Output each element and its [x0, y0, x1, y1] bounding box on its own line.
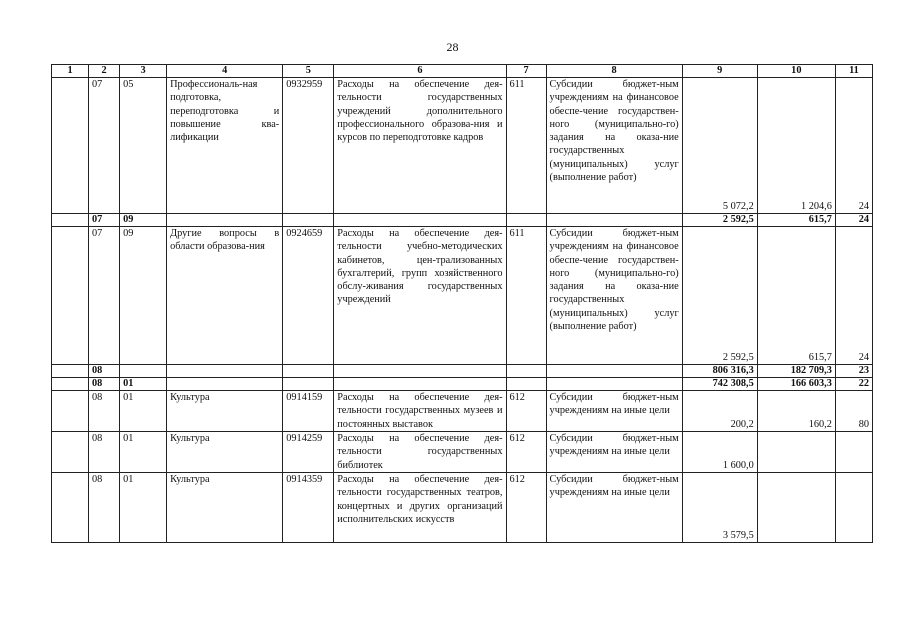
- row-number-cell: [52, 473, 89, 543]
- section-code-cell: 07: [89, 227, 120, 365]
- subtotal-row: [52, 214, 873, 227]
- column-header: 3: [120, 65, 167, 78]
- target-item-name-cell: Расходы на обеспечение дея-тельности государственных театров, концертных и других организаций исполнительских искусств: [334, 473, 506, 543]
- subsection-code-cell: [120, 365, 167, 378]
- subsection-code-cell: 01: [120, 391, 167, 432]
- amount-cell: [757, 473, 835, 543]
- column-header: 4: [167, 65, 283, 78]
- column-header: 11: [835, 65, 872, 78]
- percent-cell: [835, 432, 872, 473]
- row-number-cell: [52, 227, 89, 365]
- percent-cell: 22: [835, 378, 872, 391]
- amount-cell: 742 308,5: [682, 378, 757, 391]
- subsection-name-cell: Профессиональ-ная подготовка, переподготовка и повышение ква-лификации: [167, 78, 283, 214]
- target-item-name-cell: Расходы на обеспечение дея-тельности учебно-методических кабинетов, цен-трализованных бухгалтерий, групп хозяйственного обслу-живания государственных учреждений: [334, 227, 506, 365]
- column-header: 1: [52, 65, 89, 78]
- expense-type-cell: 612: [506, 432, 546, 473]
- target-item-cell: 0914259: [283, 432, 334, 473]
- table-row: [52, 391, 873, 432]
- target-item-cell: [283, 365, 334, 378]
- section-code-cell: 08: [89, 391, 120, 432]
- percent-cell: 24: [835, 227, 872, 365]
- percent-cell: [835, 473, 872, 543]
- column-header: 5: [283, 65, 334, 78]
- section-code-cell: 08: [89, 378, 120, 391]
- amount-cell: 3 579,5: [682, 473, 757, 543]
- row-number-cell: [52, 214, 89, 227]
- target-item-name-cell: [334, 214, 506, 227]
- expense-type-cell: 611: [506, 78, 546, 214]
- expense-type-name-cell: Субсидии бюджет-ным учреждениям на финансовое обеспе-чение государствен-ного (муниципально-го) задания на оказа-ние государственных (муниципальных) услуг (выполнение работ): [546, 78, 682, 214]
- section-code-cell: 08: [89, 473, 120, 543]
- amount-cell: [757, 432, 835, 473]
- target-item-name-cell: [334, 365, 506, 378]
- target-item-name-cell: Расходы на обеспечение дея-тельности государственных учреждений дополнительного профессионального образова-ния и курсов по переподготовке кадров: [334, 78, 506, 214]
- percent-cell: 80: [835, 391, 872, 432]
- expense-type-name-cell: Субсидии бюджет-ным учреждениям на финансовое обеспе-чение государствен-ного (муниципально-го) задания на оказа-ние государственных (муниципальных) услуг (выполнение работ): [546, 227, 682, 365]
- budget-table: [51, 64, 873, 543]
- subsection-code-cell: 09: [120, 214, 167, 227]
- column-header: 7: [506, 65, 546, 78]
- table-row: [52, 227, 873, 365]
- amount-cell: 615,7: [757, 214, 835, 227]
- section-code-cell: 07: [89, 214, 120, 227]
- amount-cell: 200,2: [682, 391, 757, 432]
- subsection-code-cell: 09: [120, 227, 167, 365]
- subsection-code-cell: 05: [120, 78, 167, 214]
- subsection-name-cell: Культура: [167, 391, 283, 432]
- column-header: 6: [334, 65, 506, 78]
- subsection-name-cell: Культура: [167, 473, 283, 543]
- target-item-cell: 0914359: [283, 473, 334, 543]
- amount-cell: 160,2: [757, 391, 835, 432]
- expense-type-name-cell: Субсидии бюджет-ным учреждениям на иные цели: [546, 391, 682, 432]
- amount-cell: 1 600,0: [682, 432, 757, 473]
- expense-type-name-cell: [546, 365, 682, 378]
- subsection-name-cell: [167, 378, 283, 391]
- amount-cell: 2 592,5: [682, 227, 757, 365]
- amount-cell: 166 603,3: [757, 378, 835, 391]
- target-item-cell: [283, 214, 334, 227]
- subsection-name-cell: Другие вопросы в области образова-ния: [167, 227, 283, 365]
- target-item-name-cell: Расходы на обеспечение дея-тельности государственных библиотек: [334, 432, 506, 473]
- percent-cell: 24: [835, 214, 872, 227]
- subsection-name-cell: [167, 365, 283, 378]
- amount-cell: 182 709,3: [757, 365, 835, 378]
- expense-type-cell: 612: [506, 473, 546, 543]
- target-item-cell: [283, 378, 334, 391]
- section-code-cell: 07: [89, 78, 120, 214]
- target-item-name-cell: [334, 378, 506, 391]
- target-item-cell: 0924659: [283, 227, 334, 365]
- expense-type-cell: [506, 378, 546, 391]
- row-number-cell: [52, 391, 89, 432]
- amount-cell: 1 204,6: [757, 78, 835, 214]
- expense-type-name-cell: [546, 214, 682, 227]
- row-number-cell: [52, 365, 89, 378]
- expense-type-cell: 612: [506, 391, 546, 432]
- table-row: [52, 432, 873, 473]
- amount-cell: 2 592,5: [682, 214, 757, 227]
- column-header: 2: [89, 65, 120, 78]
- table-row: [52, 78, 873, 214]
- percent-cell: 24: [835, 78, 872, 214]
- column-header: 10: [757, 65, 835, 78]
- subsection-name-cell: [167, 214, 283, 227]
- row-number-cell: [52, 378, 89, 391]
- target-item-name-cell: Расходы на обеспечение дея-тельности государственных музеев и постоянных выставок: [334, 391, 506, 432]
- target-item-cell: 0914159: [283, 391, 334, 432]
- header-row: [52, 65, 873, 78]
- row-number-cell: [52, 432, 89, 473]
- subsection-code-cell: 01: [120, 432, 167, 473]
- percent-cell: 23: [835, 365, 872, 378]
- column-header: 8: [546, 65, 682, 78]
- expense-type-name-cell: Субсидии бюджет-ным учреждениям на иные цели: [546, 473, 682, 543]
- target-item-cell: 0932959: [283, 78, 334, 214]
- subsection-code-cell: 01: [120, 473, 167, 543]
- subsection-name-cell: Культура: [167, 432, 283, 473]
- amount-cell: 806 316,3: [682, 365, 757, 378]
- subsection-code-cell: 01: [120, 378, 167, 391]
- column-header: 9: [682, 65, 757, 78]
- amount-cell: 5 072,2: [682, 78, 757, 214]
- expense-type-cell: [506, 365, 546, 378]
- amount-cell: 615,7: [757, 227, 835, 365]
- expense-type-cell: 611: [506, 227, 546, 365]
- expense-type-name-cell: [546, 378, 682, 391]
- table-row: [52, 473, 873, 543]
- row-number-cell: [52, 78, 89, 214]
- expense-type-cell: [506, 214, 546, 227]
- subtotal-row: [52, 365, 873, 378]
- section-code-cell: 08: [89, 432, 120, 473]
- page-number: 28: [446, 40, 459, 54]
- subtotal-row: [52, 378, 873, 391]
- expense-type-name-cell: Субсидии бюджет-ным учреждениям на иные цели: [546, 432, 682, 473]
- section-code-cell: 08: [89, 365, 120, 378]
